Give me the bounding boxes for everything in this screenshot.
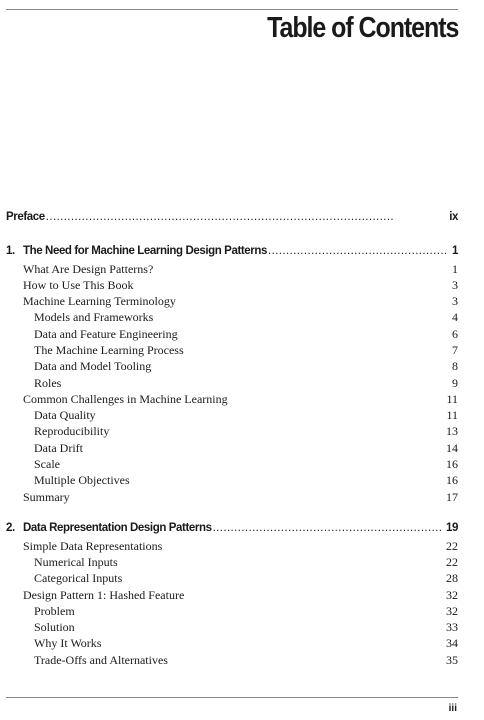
toc-entry[interactable]: [34, 441, 458, 457]
entry-page: 16: [446, 473, 458, 487]
entry-title: Why It Works: [34, 636, 102, 650]
toc-entry-chapter-1[interactable]: [6, 245, 458, 261]
toc-entry[interactable]: [34, 359, 458, 375]
entry-page: 14: [446, 441, 458, 455]
entry-title: Design Pattern 1: Hashed Feature: [23, 588, 185, 602]
toc-entry[interactable]: [34, 457, 458, 473]
entry-page: 32: [446, 588, 458, 602]
entry-title: Numerical Inputs: [34, 555, 118, 569]
entry-title: Scale: [34, 457, 60, 471]
toc-entry[interactable]: [34, 327, 458, 343]
toc-entry[interactable]: [34, 310, 458, 326]
entry-page: ix: [449, 211, 458, 223]
toc-entry[interactable]: [23, 278, 458, 294]
entry-title: Data and Model Tooling: [34, 359, 152, 373]
entry-page: 28: [446, 571, 458, 585]
entry-page: 8: [452, 359, 458, 373]
toc-entry[interactable]: [34, 604, 458, 620]
toc-entry[interactable]: [34, 343, 458, 359]
dot-leader: [268, 245, 448, 257]
toc-entry[interactable]: [23, 294, 458, 310]
dot-leader: [213, 522, 442, 534]
entry-title: Common Challenges in Machine Learning: [23, 392, 228, 406]
entry-title: Problem: [34, 604, 75, 618]
entry-page: 1: [452, 262, 458, 276]
toc-entry[interactable]: [23, 490, 458, 506]
toc-entry[interactable]: [23, 262, 458, 278]
toc-entry[interactable]: [34, 636, 458, 652]
toc-entry[interactable]: [34, 408, 458, 424]
chapter-number: 2.: [6, 522, 15, 534]
entry-title: Data and Feature Engineering: [34, 327, 178, 341]
entry-page: 1: [452, 245, 458, 257]
chapter-number: 1.: [6, 245, 15, 257]
entry-title: Solution: [34, 620, 75, 634]
entry-title: How to Use This Book: [23, 278, 134, 292]
entry-title: Reproducibility: [34, 424, 110, 438]
entry-page: 17: [446, 490, 458, 504]
entry-page: 9: [452, 376, 458, 390]
entry-title: What Are Design Patterns?: [23, 262, 154, 276]
entry-page: 22: [446, 539, 458, 553]
toc-entry[interactable]: [34, 424, 458, 440]
entry-title: Roles: [34, 376, 62, 390]
entry-page: 16: [446, 457, 458, 471]
dot-leader: [46, 211, 445, 223]
toc-entry[interactable]: [34, 653, 458, 669]
entry-title: Data Drift: [34, 441, 83, 455]
entry-page: 6: [452, 327, 458, 341]
toc-entry-preface[interactable]: [6, 211, 458, 227]
entry-page: 4: [452, 310, 458, 324]
toc-entry[interactable]: [23, 539, 458, 555]
entry-page: 11: [446, 408, 458, 422]
page-title: Table of Contents: [266, 12, 458, 44]
top-rule: [6, 9, 458, 10]
entry-title: Trade-Offs and Alternatives: [34, 653, 168, 667]
entry-title: Summary: [23, 490, 70, 504]
entry-page: 11: [446, 392, 458, 406]
entry-page: 3: [452, 278, 458, 292]
entry-page: 32: [446, 604, 458, 618]
toc-entry-chapter-2[interactable]: [6, 522, 458, 538]
entry-title: Categorical Inputs: [34, 571, 123, 585]
entry-title: Multiple Objectives: [34, 473, 130, 487]
entry-title: Preface: [6, 211, 45, 223]
entry-page: 34: [446, 636, 458, 650]
page-number: iii: [448, 703, 457, 714]
entry-page: 13: [446, 424, 458, 438]
entry-page: 3: [452, 294, 458, 308]
entry-title: Models and Frameworks: [34, 310, 154, 324]
toc-entry[interactable]: [34, 571, 458, 587]
entry-page: 33: [446, 620, 458, 634]
entry-title: Simple Data Representations: [23, 539, 163, 553]
bottom-rule: [6, 697, 458, 698]
entry-page: 19: [446, 522, 458, 534]
entry-title: Data Quality: [34, 408, 96, 422]
toc-entry[interactable]: [34, 376, 458, 392]
toc-entry[interactable]: [34, 473, 458, 489]
entry-page: 22: [446, 555, 458, 569]
toc-entry[interactable]: [23, 392, 458, 408]
toc-entry[interactable]: [23, 588, 458, 604]
entry-page: 35: [446, 653, 458, 667]
toc-entry[interactable]: [34, 555, 458, 571]
entry-title: The Need for Machine Learning Design Patterns: [23, 245, 267, 257]
entry-title: Data Representation Design Patterns: [23, 522, 212, 534]
entry-page: 7: [452, 343, 458, 357]
entry-title: The Machine Learning Process: [34, 343, 184, 357]
entry-title: Machine Learning Terminology: [23, 294, 176, 308]
toc-entry[interactable]: [34, 620, 458, 636]
